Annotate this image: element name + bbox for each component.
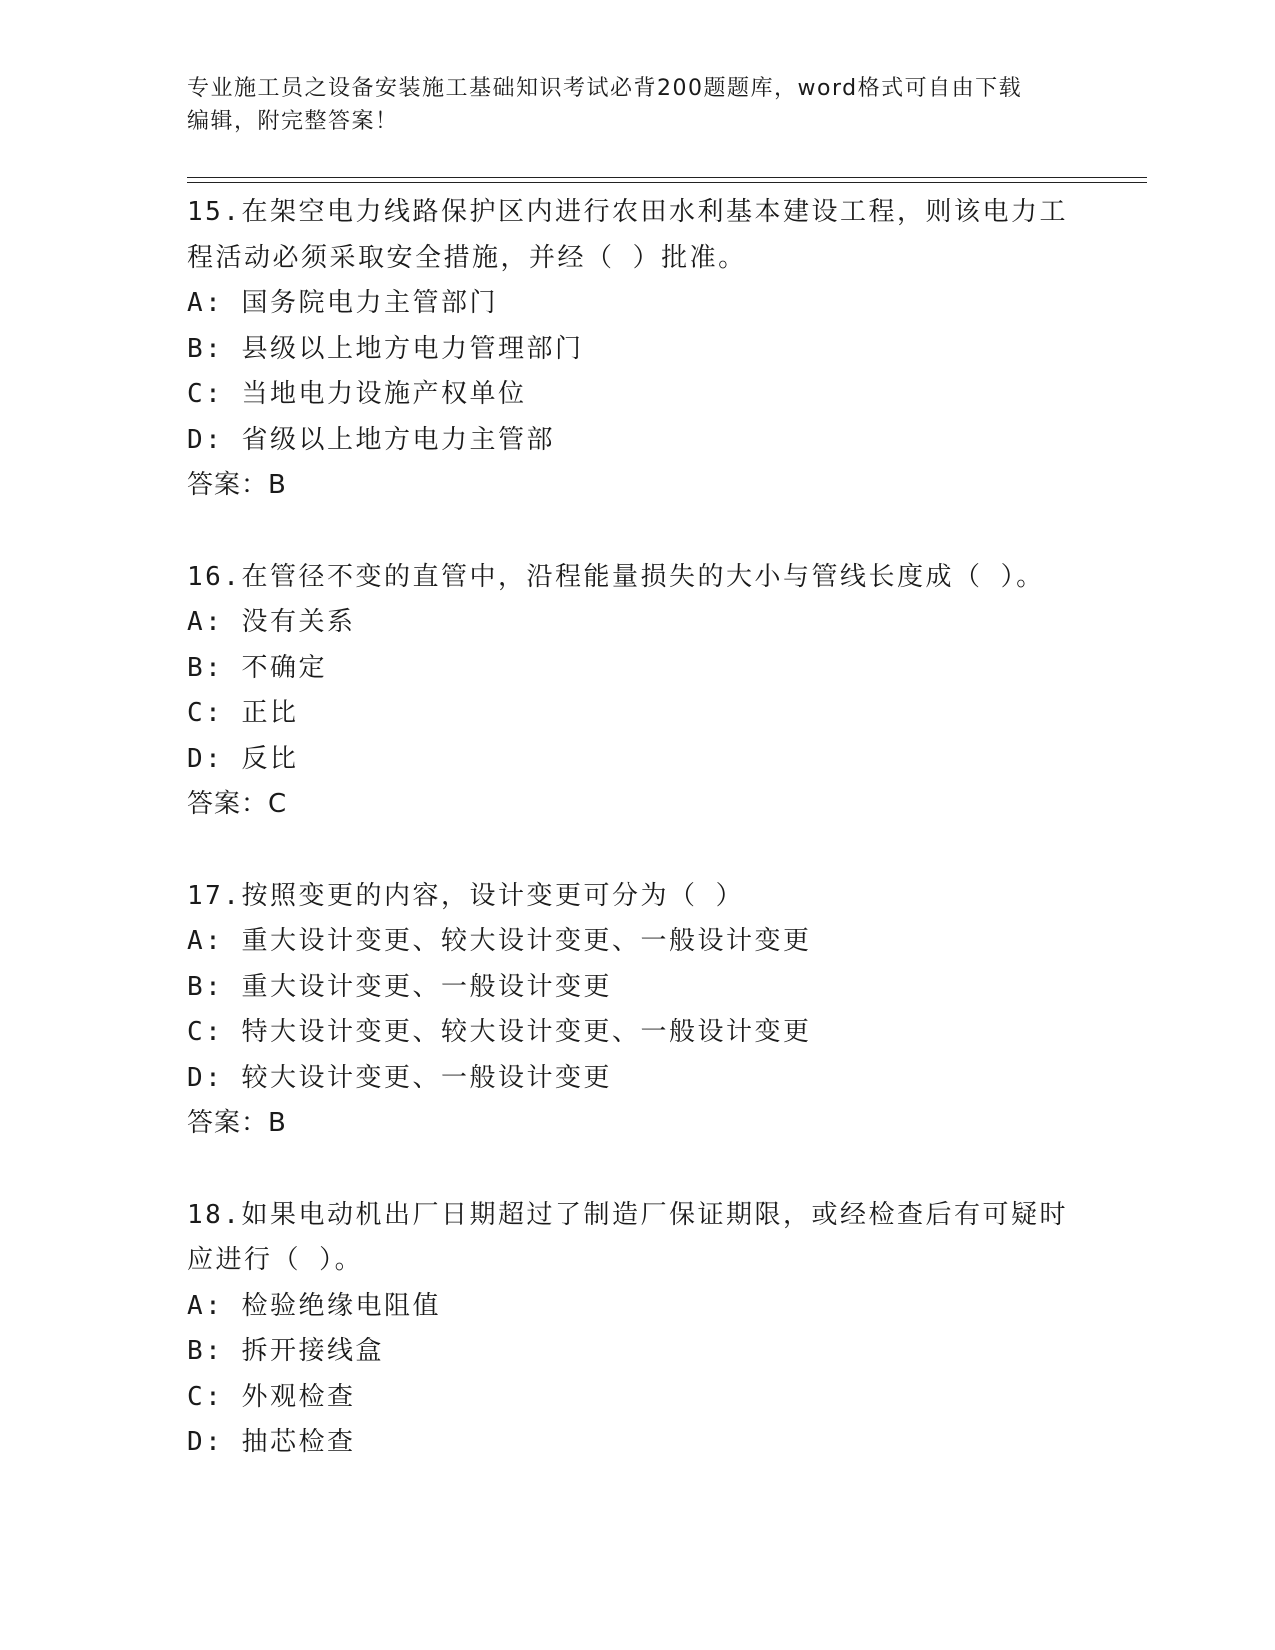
option-c: C: 外观检查 bbox=[187, 1381, 356, 1412]
answer: 答案：B bbox=[187, 470, 287, 500]
header-line-1: 专业施工员之设备安装施工基础知识考试必背200题题库，word格式可自由下载 bbox=[187, 76, 1023, 101]
option-b: B: 不确定 bbox=[187, 652, 327, 683]
option-b: B: 拆开接线盒 bbox=[187, 1336, 384, 1366]
question-stem-line: 18.如果电动机出厂日期超过了制造厂保证期限，或经检查后有可疑时 bbox=[187, 1199, 1068, 1230]
header-divider-bottom bbox=[187, 182, 1147, 183]
question-17 bbox=[187, 874, 1087, 1147]
option-c: C: 特大设计变更、较大设计变更、一般设计变更 bbox=[187, 1017, 812, 1047]
question-stem-line: 17.按照变更的内容，设计变更可分为（ ） bbox=[187, 880, 745, 911]
option-a: A: 国务院电力主管部门 bbox=[187, 288, 498, 318]
question-18 bbox=[187, 1193, 1087, 1466]
question-stem-line: 程活动必须采取安全措施，并经（ ）批准。 bbox=[187, 242, 747, 273]
question-stem-line: 16.在管径不变的直管中，沿程能量损失的大小与管线长度成（ ）。 bbox=[187, 561, 1045, 592]
option-a: A: 重大设计变更、较大设计变更、一般设计变更 bbox=[187, 926, 812, 956]
document-header bbox=[187, 72, 1067, 138]
question-stem-line: 15.在架空电力线路保护区内进行农田水利基本建设工程，则该电力工 bbox=[187, 197, 1068, 227]
option-a: A: 没有关系 bbox=[187, 607, 356, 637]
option-d: D: 反比 bbox=[187, 743, 299, 774]
option-b: B: 重大设计变更、一般设计变更 bbox=[187, 971, 612, 1002]
header-divider-top bbox=[187, 177, 1147, 178]
option-d: D: 省级以上地方电力主管部 bbox=[187, 424, 555, 455]
option-b: B: 县级以上地方电力管理部门 bbox=[187, 333, 584, 364]
option-a: A: 检验绝缘电阻值 bbox=[187, 1290, 441, 1321]
question-15 bbox=[187, 190, 1087, 509]
question-16 bbox=[187, 555, 1087, 828]
answer: 答案：C bbox=[187, 789, 288, 819]
header-line-2: 编辑，附完整答案！ bbox=[187, 109, 399, 134]
option-c: C: 当地电力设施产权单位 bbox=[187, 379, 527, 409]
answer: 答案：B bbox=[187, 1108, 287, 1138]
question-list bbox=[187, 190, 1087, 1512]
question-stem-line: 应进行（ ）。 bbox=[187, 1245, 364, 1275]
option-c: C: 正比 bbox=[187, 698, 299, 728]
option-d: D: 较大设计变更、一般设计变更 bbox=[187, 1062, 612, 1093]
option-d: D: 抽芯检查 bbox=[187, 1427, 356, 1457]
